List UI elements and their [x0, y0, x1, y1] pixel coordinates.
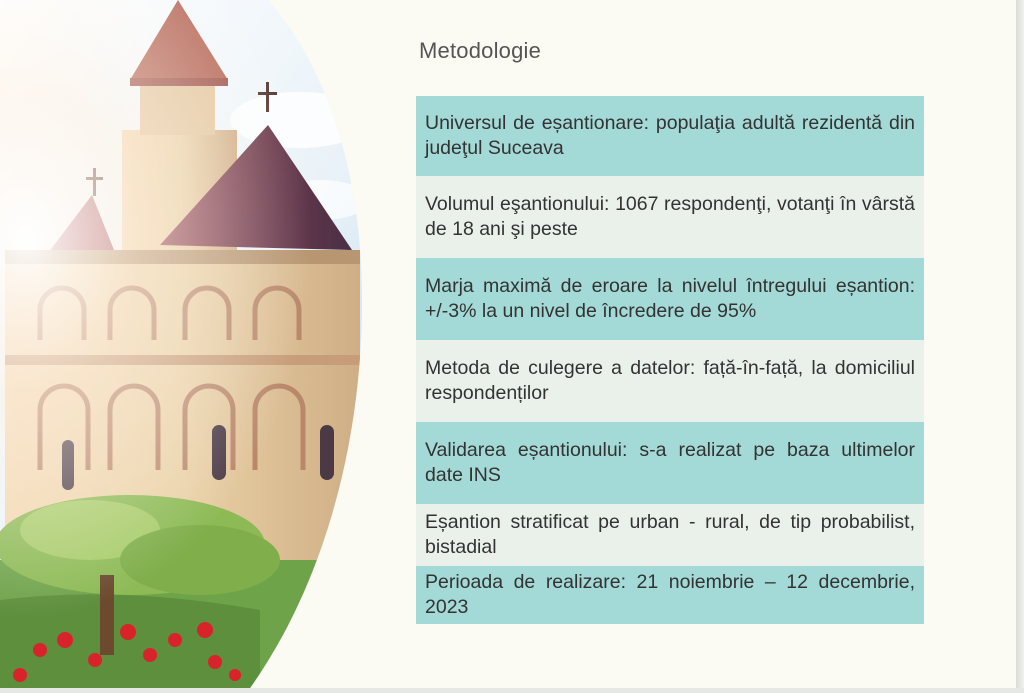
- item-sample-size: [416, 176, 924, 258]
- methodology-list: [416, 96, 924, 624]
- bottom-edge: [0, 688, 1024, 693]
- item-collection-method: [416, 340, 924, 422]
- item-text: Metoda de culegere a datelor: față-în-față, la domiciliul respondenților: [425, 357, 915, 404]
- right-edge: [1016, 0, 1024, 693]
- item-period: [416, 566, 924, 624]
- item-sample-validation: [416, 422, 924, 504]
- item-text: Universul de eșantionare: populaţia adultă rezidentă din judeţul Suceava: [425, 112, 915, 159]
- page-title: Metodologie: [419, 38, 542, 63]
- item-text: Marja maximă de eroare la nivelul întregului eșantion: +/-3% la un nivel de încredere de 95%: [425, 275, 915, 322]
- item-stratification: [416, 504, 924, 566]
- item-text: Volumul eşantionului: 1067 respondenţi, votanţi în vârstă de 18 ani şi peste: [425, 193, 915, 240]
- item-margin-of-error: [416, 258, 924, 340]
- item-text: Validarea eșantionului: s-a realizat pe baza ultimelor date INS: [425, 439, 915, 486]
- item-sampling-universe: [416, 96, 924, 176]
- item-text: Eșantion stratificat pe urban - rural, de tip probabilist, bistadial: [425, 511, 915, 558]
- item-text: Perioada de realizare: 21 noiembrie – 12 decembrie, 2023: [425, 571, 915, 618]
